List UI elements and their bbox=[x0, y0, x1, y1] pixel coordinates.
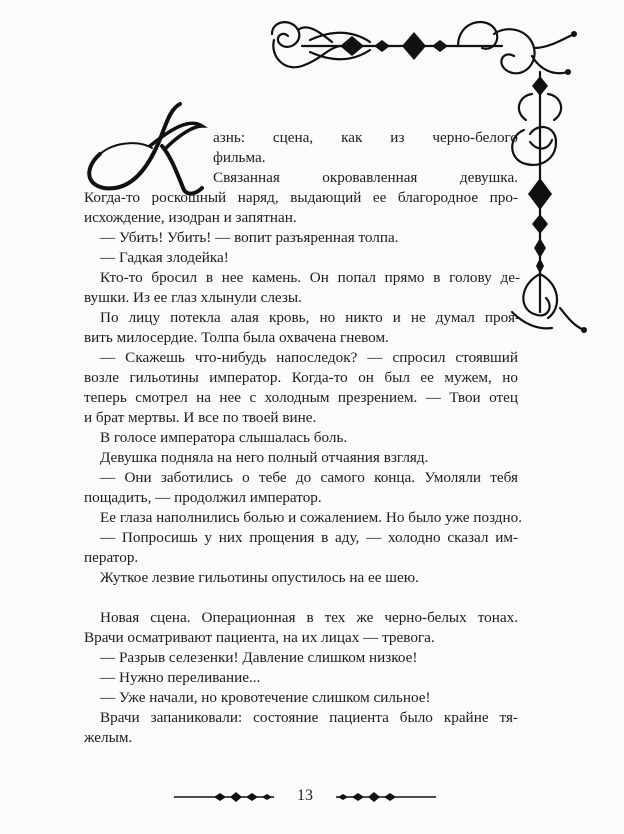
text-line: Девушка подняла на него полный отчаяния взгляд. bbox=[100, 449, 429, 466]
text-line: Новая сцена. Операционная в тех же черно-белых тонах. bbox=[100, 609, 518, 626]
text-line: желым. bbox=[84, 729, 133, 746]
text-line: — Скажешь что-нибудь напоследок? — спросил стоявший bbox=[100, 349, 518, 366]
svg-text:К: К bbox=[80, 96, 81, 97]
text-line: — Нужно переливание... bbox=[100, 669, 261, 686]
text-line: вушки. Из ее глаз хлынули слезы. bbox=[84, 289, 302, 306]
text-line: возле гильотины император. Когда-то он был ее мужем, но bbox=[84, 369, 518, 386]
text-line: ператор. bbox=[84, 549, 139, 566]
text-line: — Разрыв селезенки! Давление слишком низкое! bbox=[100, 649, 418, 666]
text-line: — Уже начали, но кровотечение слишком сильное! bbox=[100, 689, 431, 706]
text-line bbox=[84, 588, 518, 608]
text-line: теперь смотрел на нее с холодным презрением. — Твои отец bbox=[84, 389, 518, 406]
text-line: Когда-то роскошный наряд, выдающий ее благородное про- bbox=[84, 189, 518, 206]
text-line: — Попросишь у них прощения в аду, — холодно сказал им- bbox=[100, 529, 518, 546]
chapter-text bbox=[84, 128, 523, 748]
text-line: Врачи осматривают пациента, на их лицах — тревога. bbox=[84, 629, 435, 646]
text-line: В голосе императора слышалась боль. bbox=[100, 429, 348, 446]
text-line: пощадить, — продолжил император. bbox=[84, 489, 322, 506]
page-footer bbox=[174, 785, 436, 809]
page-number: 13 bbox=[297, 787, 313, 804]
text-line: Врачи запаниковали: состояние пациента было крайне тя- bbox=[100, 709, 518, 726]
text-line: — Убить! Убить! — вопит разъяренная толпа. bbox=[100, 229, 399, 246]
text-line: По лицу потекла алая кровь, но никто и не думал проя- bbox=[100, 309, 520, 326]
text-line: Связанная окровавленная девушка. bbox=[213, 169, 518, 186]
text-line: азнь: сцена, как из черно-белого bbox=[213, 129, 518, 146]
text-line: — Гадкая злодейка! bbox=[100, 249, 229, 266]
text-line: фильма. bbox=[213, 149, 266, 166]
text-line: Жуткое лезвие гильотины опустилось на ее шею. bbox=[100, 569, 419, 586]
text-line: исхождение, изодран и запятнан. bbox=[84, 209, 297, 226]
text-line: — Они заботились о тебе до самого конца. Умоляли тебя bbox=[100, 469, 518, 486]
text-line: вить милосердие. Толпа была охвачена гневом. bbox=[84, 329, 389, 346]
text-line: Ее глаза наполнились болью и сожалением. Но было уже поздно. bbox=[100, 509, 523, 526]
text-line: и брат мертвы. И все по твоей вине. bbox=[84, 409, 317, 426]
text-line: Кто-то бросил в нее камень. Он попал прямо в голову де- bbox=[100, 269, 520, 286]
